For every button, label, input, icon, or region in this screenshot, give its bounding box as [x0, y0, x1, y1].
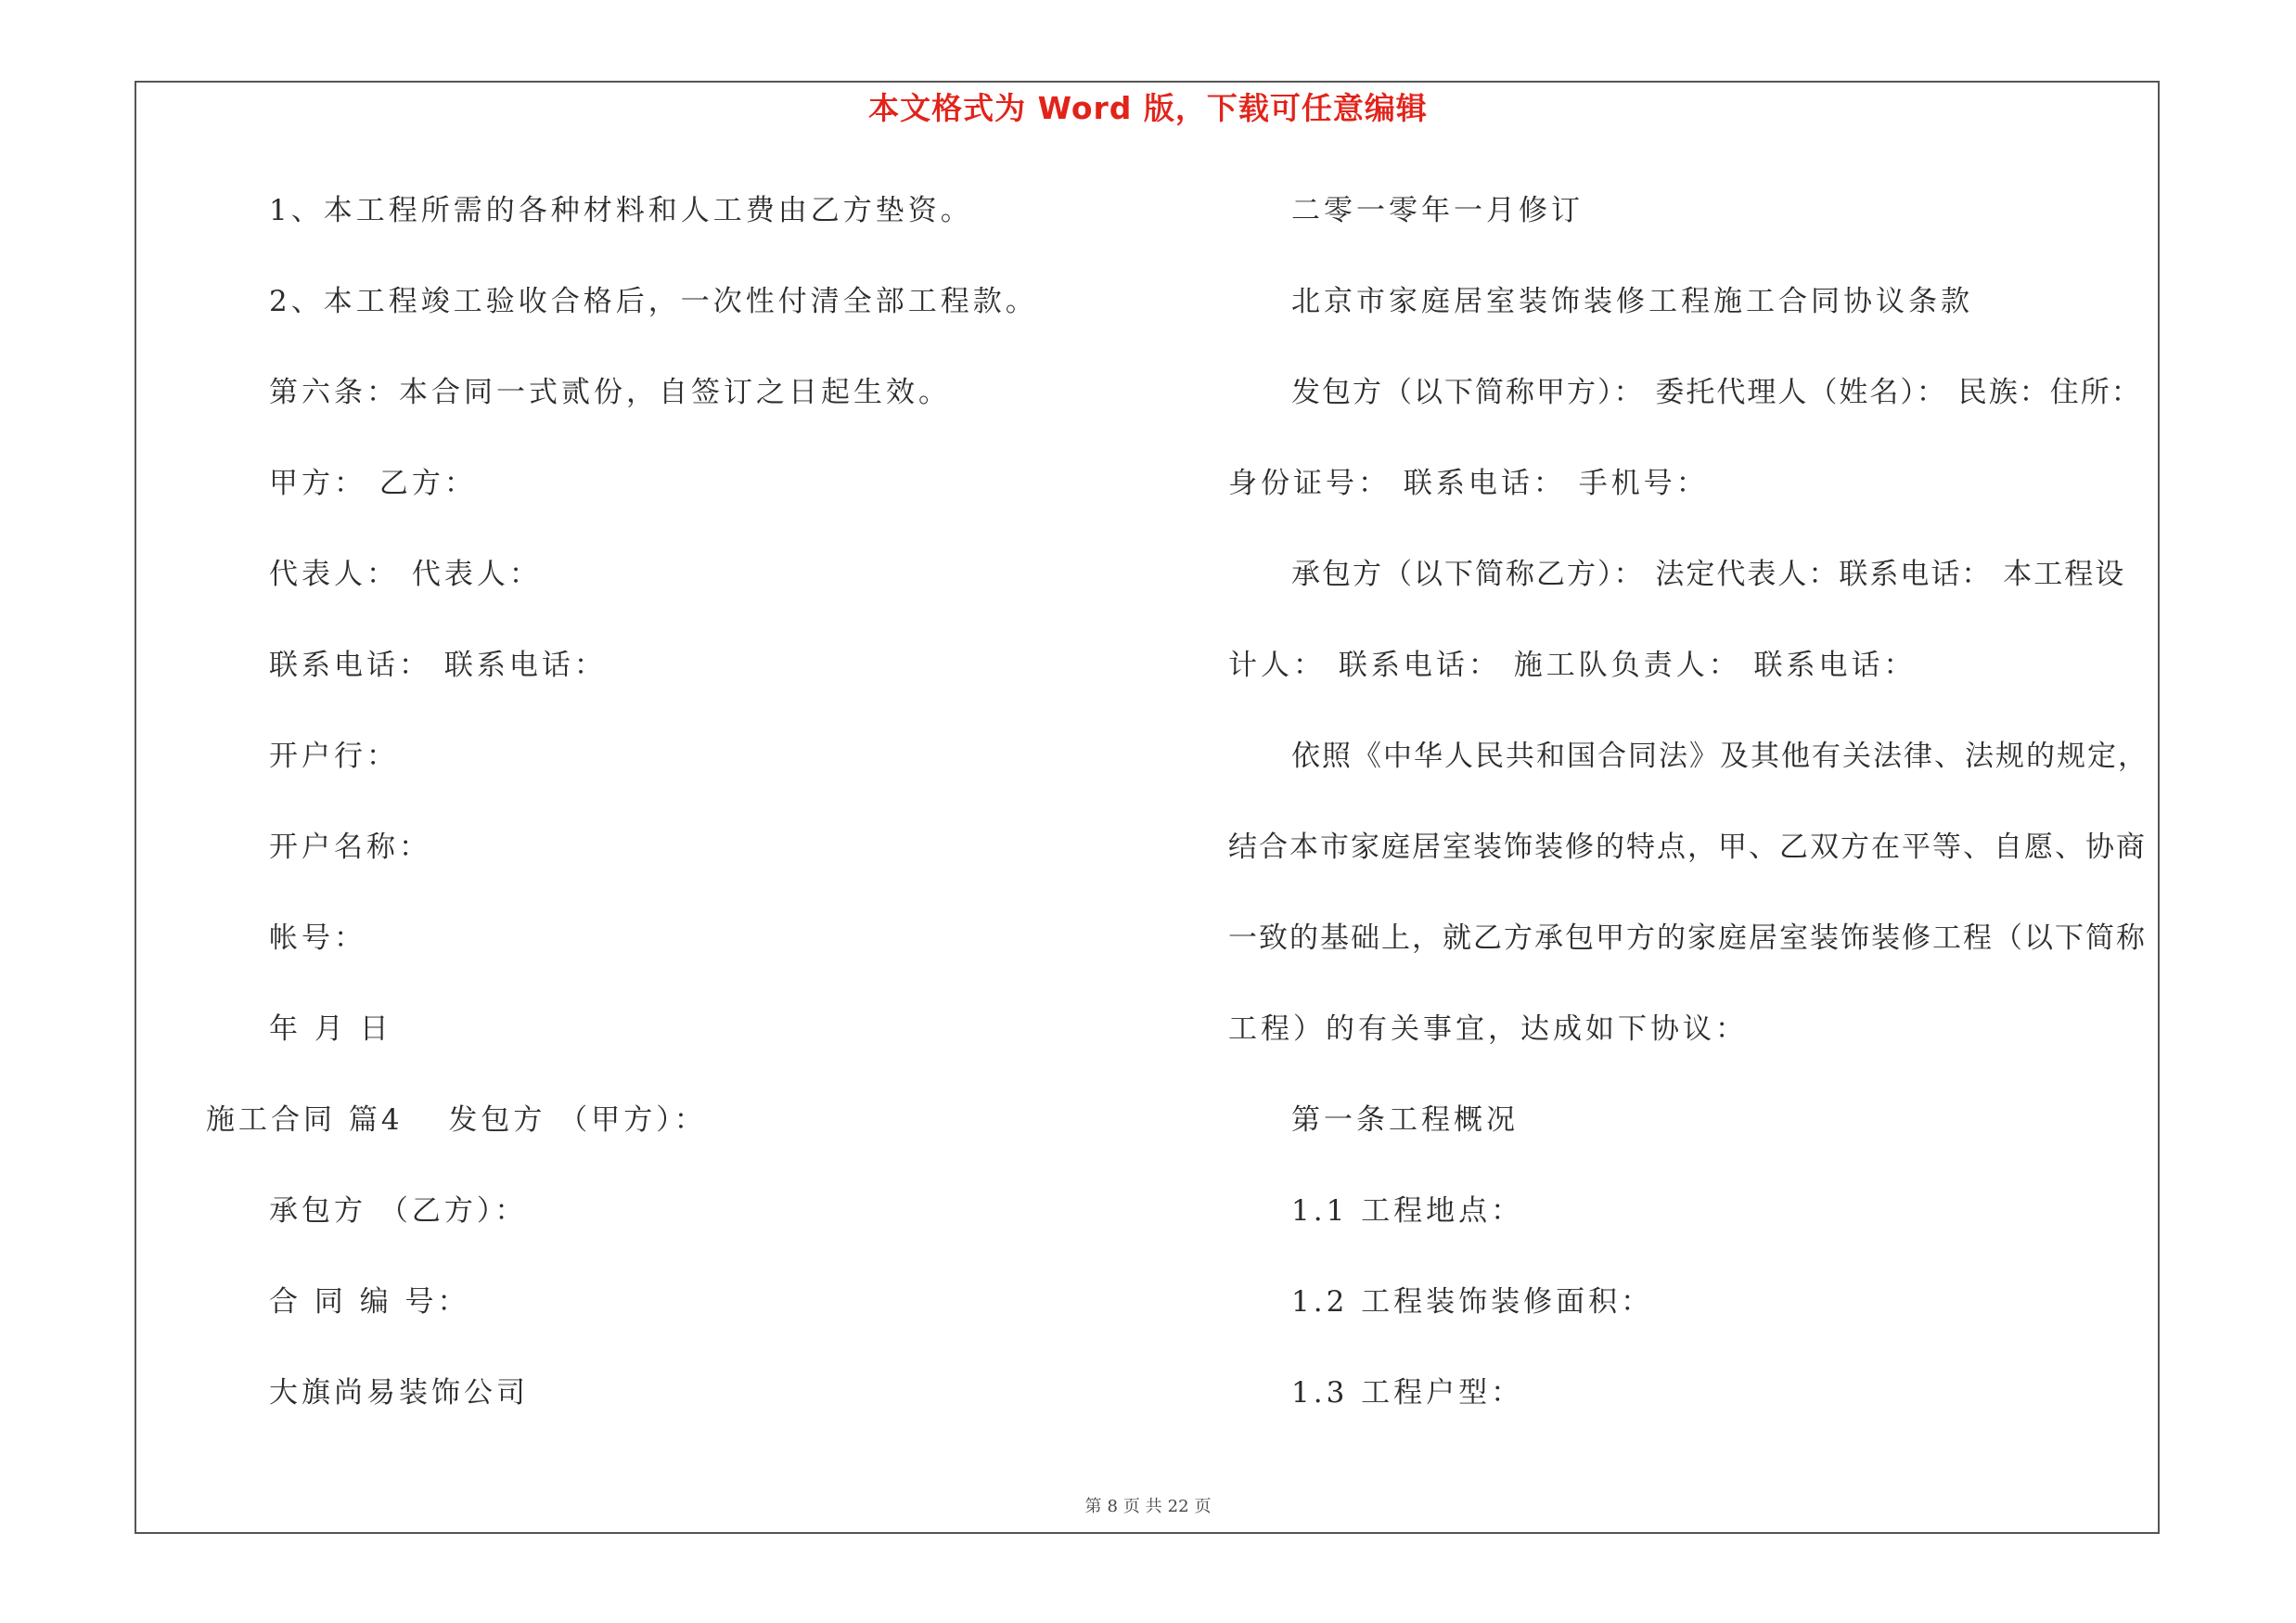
footer-page-number: 8	[1107, 1497, 1118, 1516]
left-line-14: 大旗尚易装饰公司	[269, 1376, 529, 1410]
right-line-14: 1.3 工程户型：	[1291, 1376, 1524, 1410]
right-line-1: 二零一零年一月修订	[1291, 194, 1584, 227]
right-line-10: 工程）的有关事宜，达成如下协议：	[1228, 1012, 1748, 1046]
right-line-12: 1.1 工程地点：	[1291, 1194, 1524, 1228]
right-line-11: 第一条工程概况	[1291, 1103, 1519, 1137]
left-line-1: 1、本工程所需的各种材料和人工费由乙方垫资。	[269, 194, 973, 227]
right-line-8: 结合本市家庭居室装饰装修的特点，甲、乙双方在平等、自愿、协商	[1228, 831, 2147, 864]
left-line-6: 联系电话： 联系电话：	[269, 649, 607, 682]
right-line-2: 北京市家庭居室装饰装修工程施工合同协议条款	[1291, 285, 1973, 318]
header-banner: 本文格式为 Word 版，下载可任意编辑	[868, 90, 1428, 126]
left-line-4: 甲方： 乙方：	[269, 467, 477, 500]
footer-prefix: 第	[1084, 1497, 1102, 1516]
left-line-3: 第六条：本合同一式贰份，自签订之日起生效。	[269, 376, 951, 409]
right-line-4: 身份证号： 联系电话： 手机号：	[1228, 467, 1709, 500]
footer-total-pages: 22	[1167, 1497, 1189, 1516]
left-line-9: 帐号：	[269, 921, 366, 955]
page-footer	[0, 1495, 2296, 1519]
right-line-13: 1.2 工程装饰装修面积：	[1291, 1285, 1654, 1319]
right-line-3: 发包方（以下简称甲方）： 委托代理人（姓名）： 民族：住所：	[1291, 376, 2142, 409]
left-line-12: 承包方 （乙方）：	[269, 1194, 528, 1228]
footer-suffix: 页	[1194, 1497, 1212, 1516]
right-line-9: 一致的基础上，就乙方承包甲方的家庭居室装饰装修工程（以下简称	[1228, 921, 2147, 955]
left-line-7: 开户行：	[269, 740, 399, 773]
left-line-2: 2、本工程竣工验收合格后，一次性付清全部工程款。	[269, 285, 1038, 318]
right-line-5: 承包方（以下简称乙方）： 法定代表人：联系电话： 本工程设	[1291, 558, 2126, 591]
left-line-8: 开户名称：	[269, 831, 431, 864]
left-line-13: 合 同 编 号：	[269, 1285, 470, 1319]
left-line-5: 代表人： 代表人：	[269, 558, 542, 591]
footer-middle: 页 共	[1122, 1497, 1162, 1516]
right-line-6: 计人： 联系电话： 施工队负责人： 联系电话：	[1228, 649, 1917, 682]
left-line-11: 施工合同 篇4 发包方 （甲方）：	[206, 1103, 707, 1137]
left-line-10: 年 月 日	[269, 1012, 392, 1046]
right-line-7: 依照《中华人民共和国合同法》及其他有关法律、法规的规定，	[1291, 740, 2148, 773]
